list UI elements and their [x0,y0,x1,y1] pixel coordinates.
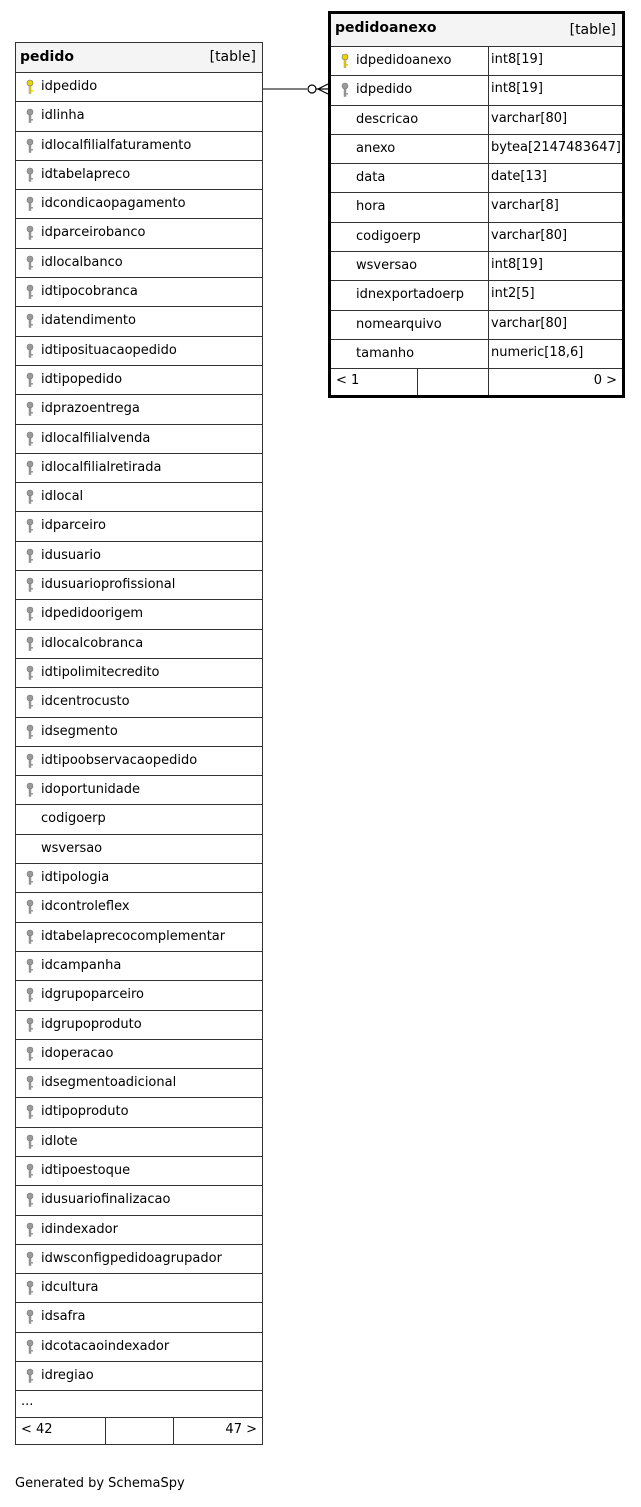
column-name: idoportunidade [41,782,141,798]
column-name: idtipoobservacaopedido [41,752,198,768]
table-name: pedido [20,49,74,65]
child-count[interactable]: 47 > [225,1422,257,1438]
column-name: idnexportadoerp [356,287,464,303]
table-kind: [table] [209,49,256,65]
column-type: int2[5] [491,286,535,302]
column-name: idtipoestoque [41,1162,131,1178]
column-name: idlocalfilialfaturamento [41,137,192,153]
column-name: idtipoproduto [41,1104,129,1120]
column-name: idatendimento [41,313,136,329]
column-name: idregiao [41,1368,94,1384]
column-type: varchar[8] [491,198,559,214]
column-type: varchar[80] [491,227,568,243]
column-name: idoperacao [41,1045,114,1061]
column-name: wsversao [356,258,418,274]
column-name: idlocalbanco [41,254,123,270]
column-name: idcondicaopagamento [41,196,186,212]
column-name: idtiposituacaopedido [41,342,177,358]
column-name: idpedidoorigem [41,606,144,622]
column-name: data [356,170,386,186]
column-name: nomearquivo [356,316,442,332]
column-name: idcultura [41,1280,99,1296]
column-name: idtipologia [41,870,110,886]
column-type: bytea[2147483647] [491,139,621,155]
column-name: idusuariofinalizacao [41,1192,171,1208]
zero-cardinality-marker [308,85,316,93]
column-name: idprazoentrega [41,401,140,417]
table-name: pedidoanexo [335,20,437,36]
column-name: hora [356,199,386,215]
column-name: idtipopedido [41,371,123,387]
column-name: idlocalfilialvenda [41,430,151,446]
column-type: numeric[18,6] [491,344,584,360]
column-name: idtipolimitecredito [41,664,160,680]
column-type: int8[19] [491,257,543,273]
generated-by-footer: Generated by SchemaSpy [15,1476,185,1491]
column-name: idcotacaoindexador [41,1338,170,1354]
column-name: idgrupoproduto [41,1016,142,1032]
column-name: idlocalcobranca [41,635,144,651]
table-kind: [table] [569,22,616,38]
column-name: idcontroleflex [41,899,130,915]
column-type: int8[19] [491,52,543,67]
column-name: idwsconfigpedidoagrupador [41,1250,222,1266]
column-type: date[13] [491,169,547,185]
column-name: idcentrocusto [41,694,130,710]
parent-count[interactable]: < 1 [336,373,360,389]
column-name: idusuario [41,547,101,563]
column-name: wsversao [41,840,103,856]
column-name: idpedido [356,82,413,98]
column-name: idsafra [41,1309,86,1325]
column-name: idpedidoanexo [356,53,452,68]
column-type: varchar[80] [491,110,568,126]
column-name: anexo [356,140,396,156]
column-name: idparceiro [41,518,106,534]
column-name: idusuarioprofissional [41,577,176,593]
many-crowfoot-bottom [318,89,328,94]
column-name: idlocal [41,489,84,505]
column-name: idcampanha [41,957,122,973]
column-type: varchar[80] [491,315,568,331]
column-name: idindexador [41,1221,118,1237]
column-name: idtabelapreco [41,166,131,182]
column-name: idtabelaprecocomplementar [41,928,226,944]
column-name: tamanho [356,345,415,361]
column-name: idlinha [41,108,85,124]
column-name: codigoerp [41,811,106,827]
column-name: idtipocobranca [41,284,138,300]
column-type: int8[19] [491,81,543,97]
column-name: idparceirobanco [41,225,146,241]
column-name: idlote [41,1133,78,1149]
more-columns-label: ... [21,1394,34,1410]
column-name: idsegmentoadicional [41,1075,177,1091]
column-name: idsegmento [41,723,118,739]
parent-count[interactable]: < 42 [21,1422,53,1438]
child-count[interactable]: 0 > [593,373,617,389]
column-name: codigoerp [356,228,421,244]
column-name: idlocalfilialretirada [41,459,162,475]
column-name: idpedido [41,79,98,94]
many-crowfoot-top [318,84,328,89]
column-name: idgrupoparceiro [41,987,144,1003]
column-name: descricao [356,111,419,127]
